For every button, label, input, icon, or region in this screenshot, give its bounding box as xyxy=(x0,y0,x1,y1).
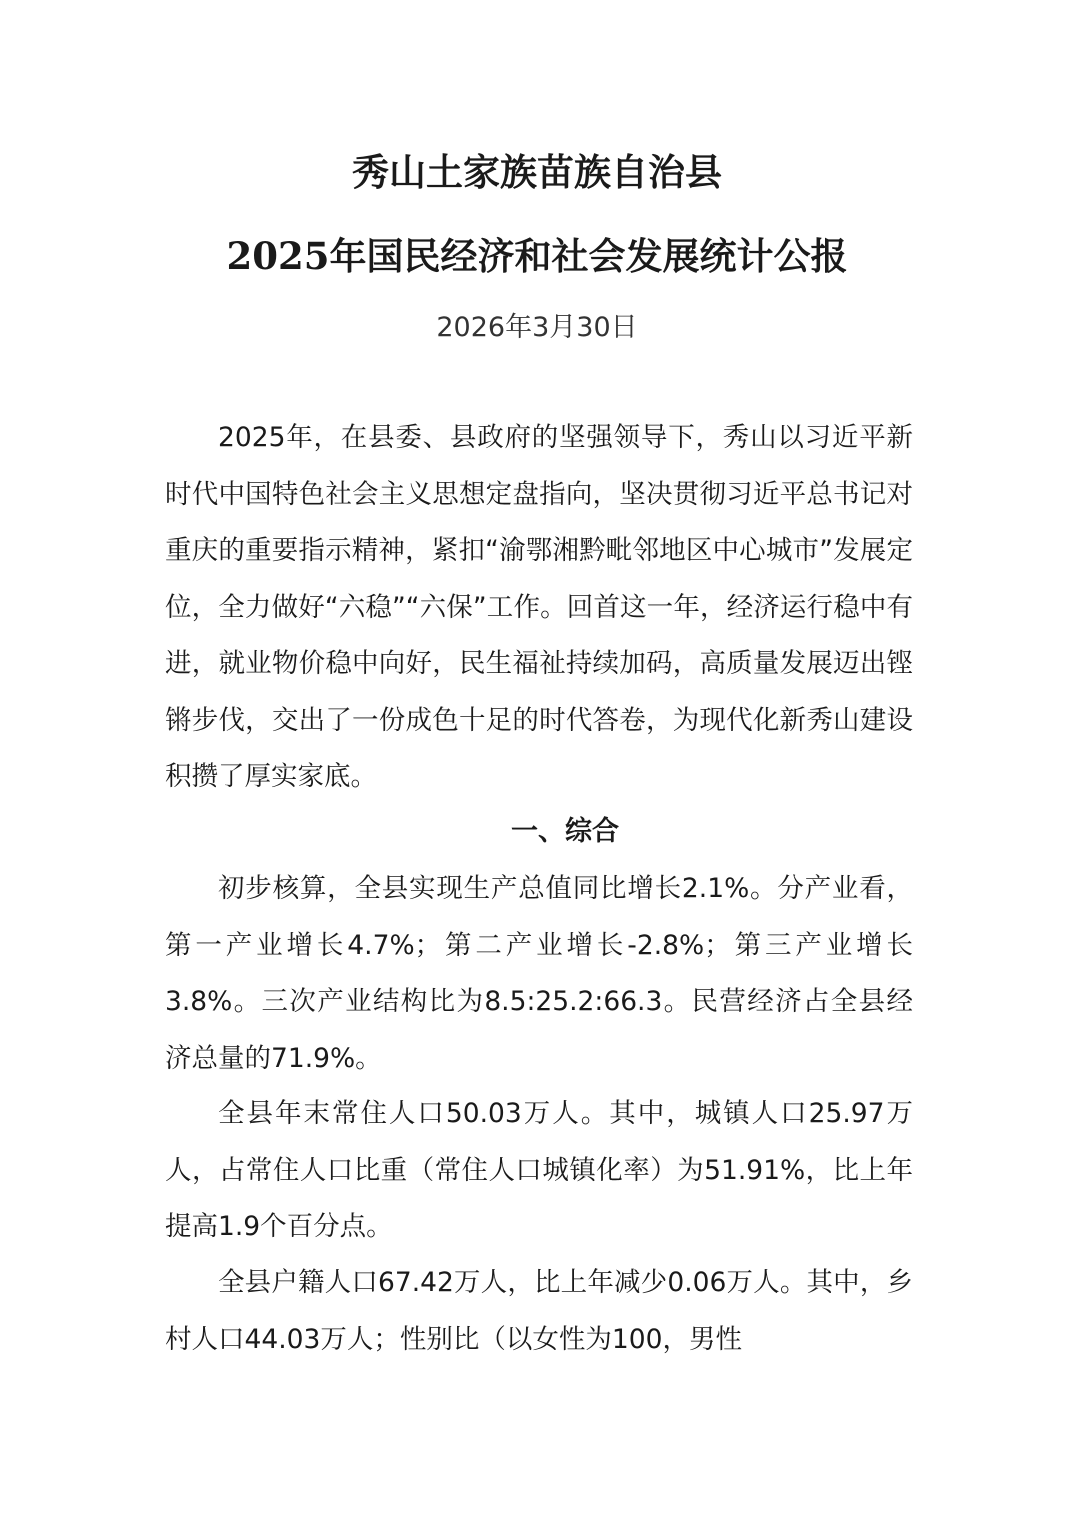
registered-population-paragraph: 全县户籍人口67.42万人，比上年减少0.06万人。其中，乡村人口44.03万人；性别比（以女性为100，男性 xyxy=(165,1267,913,1355)
gdp-paragraph: 初步核算，全县实现生产总值同比增长2.1%。分产业看，第一产业增长4.7%；第二产业增长-2.8%；第三产业增长3.8%。三次产业结构比为8.5:25.2:66.3。民营经济占全县经济总量的71.9%。 xyxy=(165,873,913,1074)
intro-paragraph: 2025年，在县委、县政府的坚强领导下，秀山以习近平新时代中国特色社会主义思想定盘指向，坚决贯彻习近平总书记对重庆的重要指示精神，紧扣“渝鄂湘黔毗邻地区中心城市”发展定位，全力做好“六稳”“六保”工作。回首这一年，经济运行稳中有进，就业物价稳中向好，民生福祉持续加码，高质量发展迈出铿锵步伐，交出了一份成色十足的时代答卷，为现代化新秀山建设积攒了厚实家底。 xyxy=(165,422,913,792)
resident-population-paragraph: 全县年末常住人口50.03万人。其中，城镇人口25.97万人，占常住人口比重（常住人口城镇化率）为51.91%，比上年提高1.9个百分点。 xyxy=(165,1098,913,1242)
document-title-line2: 2025年国民经济和社会发展统计公报 xyxy=(226,234,848,278)
publication-date: 2026年3月30日 xyxy=(436,312,638,343)
document-title-line1: 秀山土家族苗族自治县 xyxy=(352,150,722,194)
section-heading: 一、综合 xyxy=(511,816,619,847)
